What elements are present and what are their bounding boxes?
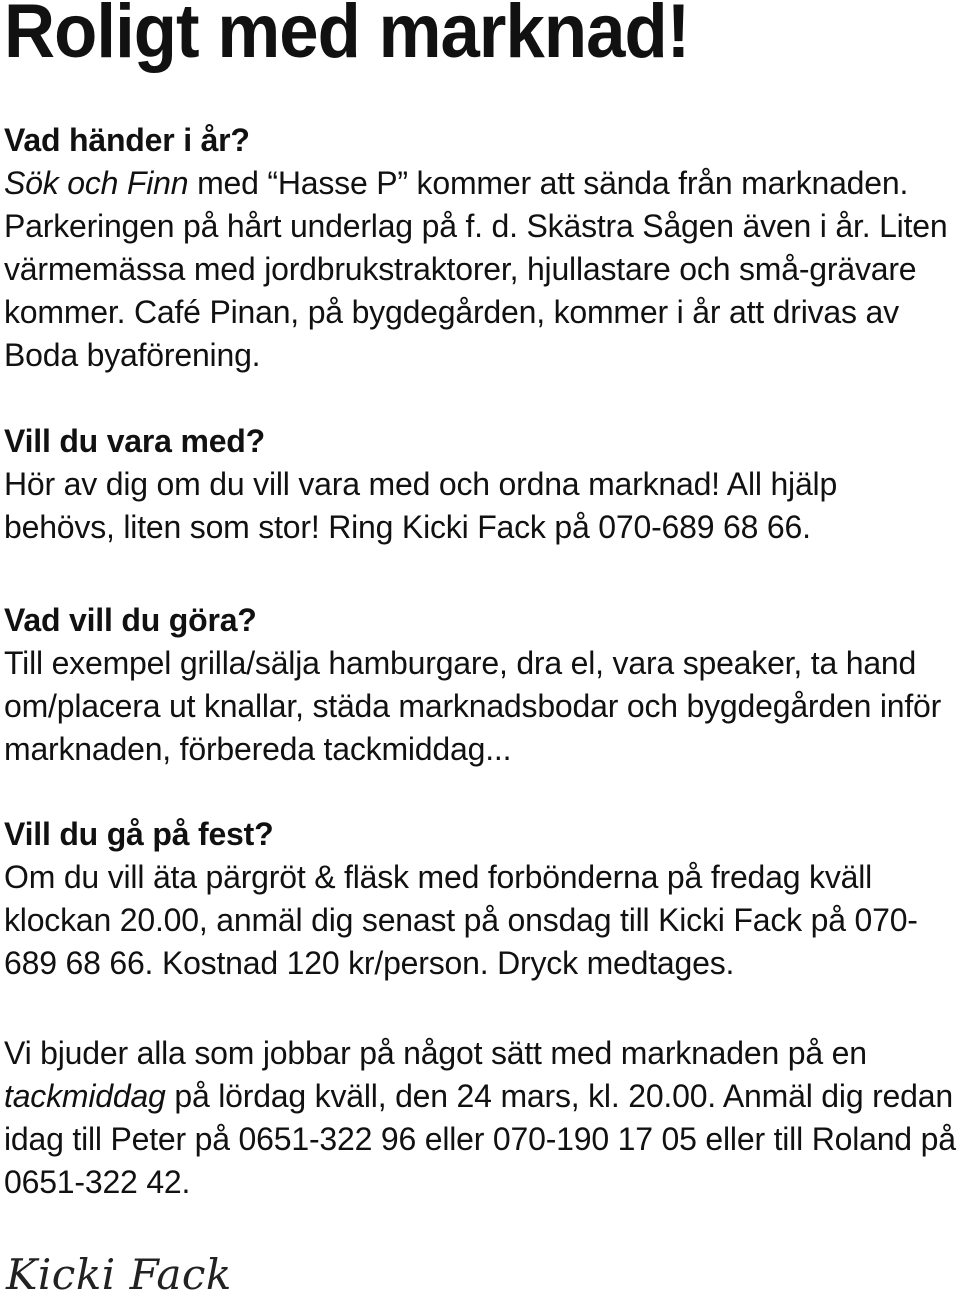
section-body-text: på lördag kväll, den 24 mars, kl. 20.00. Anmäl dig redan idag till Peter på 0651-322 96 eller 070-190 17 05 eller till Roland på 0651-322 42. [4,1078,956,1200]
section-join-us [4,420,956,549]
section-body [4,162,956,377]
signature: Kicki Fack [6,1250,232,1299]
section-body-text: med “Hasse P” kommer att sända från marknaden. Parkeringen på hårt underlag på f. d. Skästra Sågen även i år. Liten värmemässa med jordbrukstraktorer, hjullastare och små-grävare kommer. Café Pinan, på bygdegården, kommer i år att drivas av Boda byaförening. [4,165,948,373]
section-heading: Vad händer i år? [4,122,250,158]
section-heading: Vad vill du göra? [4,602,257,638]
program-name-italic: Sök och Finn [4,165,189,201]
section-body: Hör av dig om du vill vara med och ordna marknad! All hjälp behövs, liten som stor! Ring Kicki Fack på 070-689 68 66. [4,466,838,545]
section-body-text: Vi bjuder alla som jobbar på något sätt med marknaden på en [4,1035,867,1071]
section-what-to-do [4,599,956,771]
section-heading: Vill du gå på fest? [4,816,274,852]
section-body: Om du vill äta pärgröt & fläsk med forbönderna på fredag kväll klockan 20.00, anmäl dig senast på onsdag till Kicki Fack på 070-689 68 66. Kostnad 120 kr/person. Dryck medtages. [4,859,918,981]
page-title: Roligt med marknad! [4,0,690,74]
section-body: Till exempel grilla/sälja hamburgare, dra el, vara speaker, ta hand om/placera ut knallar, städa marknadsbodar och bygdegården inför marknaden, förbereda tackmiddag... [4,645,942,767]
dinner-italic: tackmiddag [4,1078,166,1114]
section-party [4,813,956,985]
section-thank-you-dinner [4,1032,956,1204]
section-body [4,1032,956,1204]
section-heading: Vill du vara med? [4,423,265,459]
section-what-happens [4,119,956,377]
